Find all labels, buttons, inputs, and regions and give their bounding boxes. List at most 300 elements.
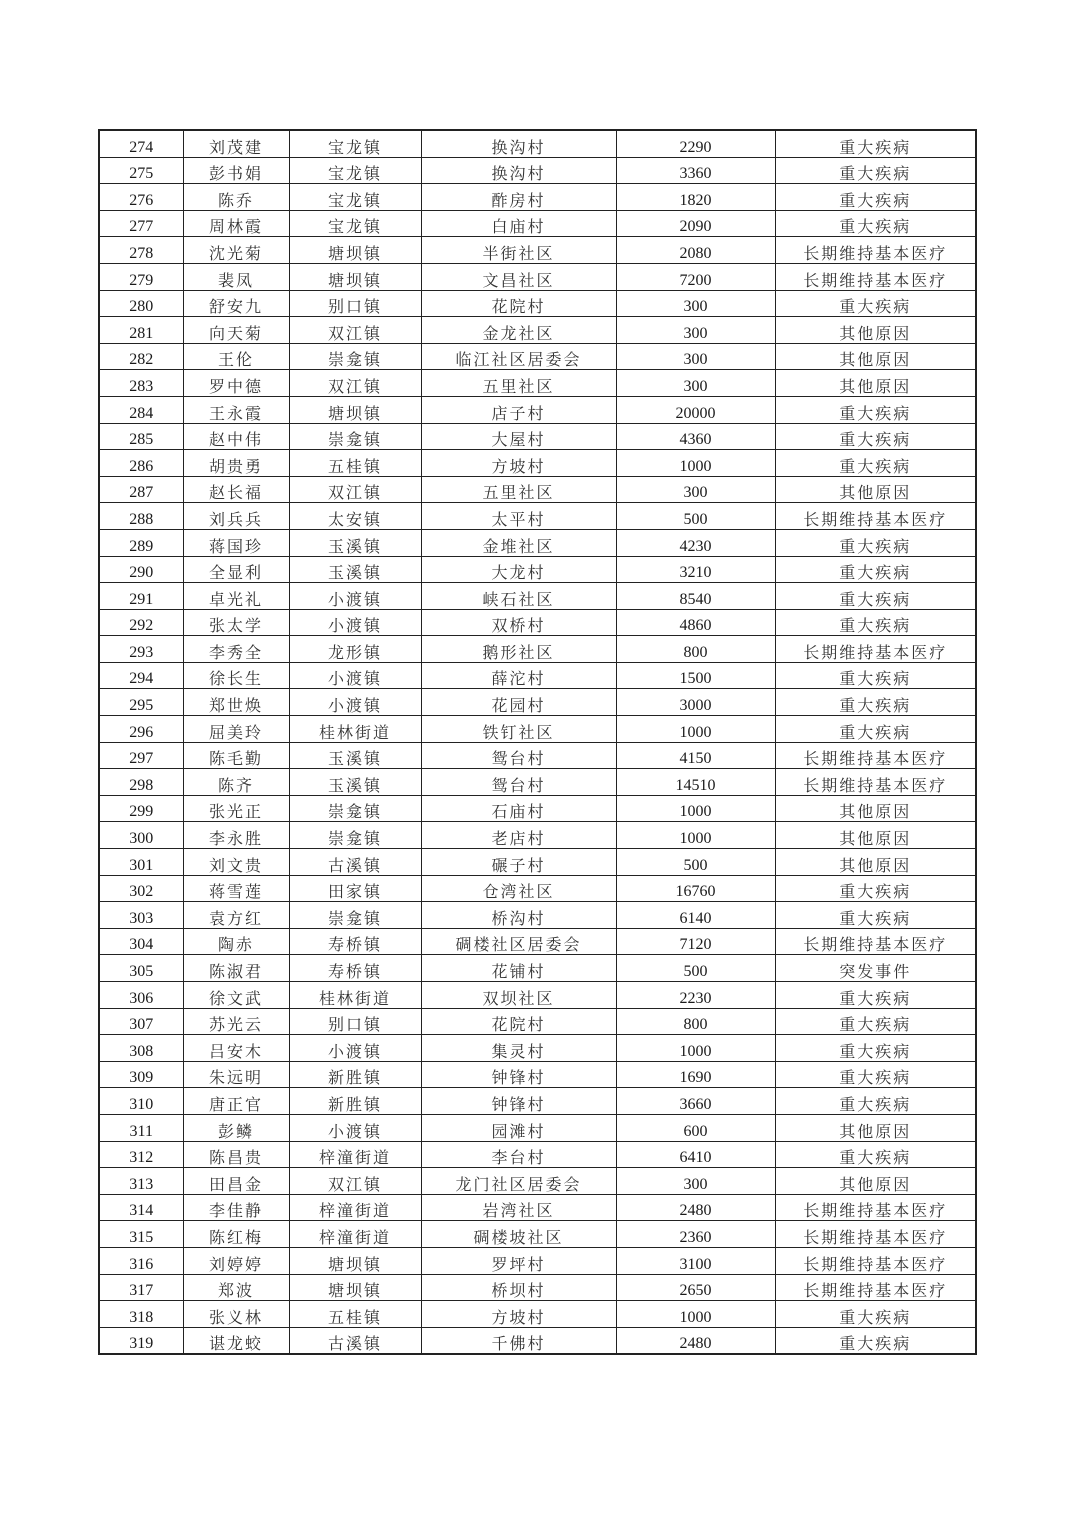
town-cell: 宝龙镇 — [289, 184, 421, 211]
amount-cell: 300 — [616, 290, 775, 317]
row-number-cell: 309 — [99, 1061, 183, 1088]
table-row — [99, 1114, 976, 1141]
row-number-cell: 287 — [99, 476, 183, 503]
reason-cell: 其他原因 — [775, 343, 976, 370]
village-cell: 石庙村 — [421, 795, 616, 822]
name-cell: 陈淑君 — [183, 955, 289, 982]
name-cell: 苏光云 — [183, 1008, 289, 1035]
name-cell: 王永霞 — [183, 396, 289, 423]
table-row — [99, 184, 976, 211]
village-cell: 龙门社区居委会 — [421, 1168, 616, 1195]
town-cell: 宝龙镇 — [289, 157, 421, 184]
town-cell: 田家镇 — [289, 875, 421, 902]
town-cell: 双江镇 — [289, 370, 421, 397]
reason-cell: 长期维持基本医疗 — [775, 1221, 976, 1248]
row-number-cell: 301 — [99, 849, 183, 876]
row-number-cell: 275 — [99, 157, 183, 184]
reason-cell: 长期维持基本医疗 — [775, 769, 976, 796]
name-cell: 李永胜 — [183, 822, 289, 849]
town-cell: 玉溪镇 — [289, 742, 421, 769]
town-cell: 塘坝镇 — [289, 237, 421, 264]
table-row — [99, 609, 976, 636]
row-number-cell: 279 — [99, 263, 183, 290]
reason-cell: 突发事件 — [775, 955, 976, 982]
amount-cell: 2090 — [616, 210, 775, 237]
name-cell: 张太学 — [183, 609, 289, 636]
table-row — [99, 716, 976, 743]
village-cell: 方坡村 — [421, 1301, 616, 1328]
amount-cell: 2360 — [616, 1221, 775, 1248]
table-row — [99, 902, 976, 929]
table-row — [99, 689, 976, 716]
table-row — [99, 476, 976, 503]
town-cell: 新胜镇 — [289, 1061, 421, 1088]
amount-cell: 600 — [616, 1114, 775, 1141]
reason-cell: 长期维持基本医疗 — [775, 1274, 976, 1301]
table-row — [99, 1221, 976, 1248]
reason-cell: 重大疾病 — [775, 1301, 976, 1328]
amount-cell: 1690 — [616, 1061, 775, 1088]
village-cell: 岩湾社区 — [421, 1194, 616, 1221]
row-number-cell: 308 — [99, 1035, 183, 1062]
reason-cell: 长期维持基本医疗 — [775, 928, 976, 955]
amount-cell: 6140 — [616, 902, 775, 929]
amount-cell: 6410 — [616, 1141, 775, 1168]
table-row — [99, 503, 976, 530]
amount-cell: 2230 — [616, 982, 775, 1009]
town-cell: 玉溪镇 — [289, 529, 421, 556]
row-number-cell: 298 — [99, 769, 183, 796]
name-cell: 裴凤 — [183, 263, 289, 290]
amount-cell: 14510 — [616, 769, 775, 796]
reason-cell: 重大疾病 — [775, 130, 976, 157]
name-cell: 蒋国珍 — [183, 529, 289, 556]
town-cell: 塘坝镇 — [289, 1247, 421, 1274]
row-number-cell: 285 — [99, 423, 183, 450]
amount-cell: 300 — [616, 476, 775, 503]
village-cell: 临江社区居委会 — [421, 343, 616, 370]
table-row — [99, 1088, 976, 1115]
name-cell: 张光正 — [183, 795, 289, 822]
row-number-cell: 304 — [99, 928, 183, 955]
name-cell: 屈美玲 — [183, 716, 289, 743]
name-cell: 赵长福 — [183, 476, 289, 503]
amount-cell: 8540 — [616, 583, 775, 610]
name-cell: 徐长生 — [183, 662, 289, 689]
village-cell: 太平村 — [421, 503, 616, 530]
amount-cell: 1000 — [616, 822, 775, 849]
village-cell: 双桥村 — [421, 609, 616, 636]
name-cell: 张义林 — [183, 1301, 289, 1328]
reason-cell: 其他原因 — [775, 476, 976, 503]
table-row — [99, 875, 976, 902]
table-row — [99, 1247, 976, 1274]
name-cell: 向天菊 — [183, 317, 289, 344]
village-cell: 店子村 — [421, 396, 616, 423]
amount-cell: 1000 — [616, 795, 775, 822]
reason-cell: 重大疾病 — [775, 689, 976, 716]
town-cell: 小渡镇 — [289, 689, 421, 716]
reason-cell: 重大疾病 — [775, 184, 976, 211]
village-cell: 金堆社区 — [421, 529, 616, 556]
village-cell: 半街社区 — [421, 237, 616, 264]
town-cell: 崇龛镇 — [289, 423, 421, 450]
town-cell: 崇龛镇 — [289, 795, 421, 822]
name-cell: 陈齐 — [183, 769, 289, 796]
town-cell: 玉溪镇 — [289, 556, 421, 583]
reason-cell: 重大疾病 — [775, 662, 976, 689]
row-number-cell: 300 — [99, 822, 183, 849]
amount-cell: 2480 — [616, 1194, 775, 1221]
reason-cell: 其他原因 — [775, 317, 976, 344]
table-row — [99, 1141, 976, 1168]
row-number-cell: 303 — [99, 902, 183, 929]
name-cell: 刘茂建 — [183, 130, 289, 157]
village-cell: 碉楼社区居委会 — [421, 928, 616, 955]
town-cell: 小渡镇 — [289, 662, 421, 689]
reason-cell: 长期维持基本医疗 — [775, 237, 976, 264]
reason-cell: 重大疾病 — [775, 290, 976, 317]
reason-cell: 重大疾病 — [775, 609, 976, 636]
village-cell: 罗坪村 — [421, 1247, 616, 1274]
name-cell: 罗中德 — [183, 370, 289, 397]
name-cell: 蒋雪莲 — [183, 875, 289, 902]
name-cell: 郑波 — [183, 1274, 289, 1301]
village-cell: 钟锋村 — [421, 1061, 616, 1088]
name-cell: 卓光礼 — [183, 583, 289, 610]
name-cell: 陈乔 — [183, 184, 289, 211]
row-number-cell: 295 — [99, 689, 183, 716]
name-cell: 刘婷婷 — [183, 1247, 289, 1274]
reason-cell: 长期维持基本医疗 — [775, 636, 976, 663]
town-cell: 古溪镇 — [289, 1327, 421, 1354]
town-cell: 别口镇 — [289, 290, 421, 317]
table-row — [99, 955, 976, 982]
row-number-cell: 292 — [99, 609, 183, 636]
town-cell: 别口镇 — [289, 1008, 421, 1035]
village-cell: 鸳台村 — [421, 742, 616, 769]
row-number-cell: 284 — [99, 396, 183, 423]
reason-cell: 重大疾病 — [775, 902, 976, 929]
reason-cell: 重大疾病 — [775, 1088, 976, 1115]
row-number-cell: 305 — [99, 955, 183, 982]
reason-cell: 其他原因 — [775, 849, 976, 876]
town-cell: 双江镇 — [289, 317, 421, 344]
reason-cell: 其他原因 — [775, 1114, 976, 1141]
table-row — [99, 157, 976, 184]
row-number-cell: 299 — [99, 795, 183, 822]
reason-cell: 其他原因 — [775, 370, 976, 397]
row-number-cell: 288 — [99, 503, 183, 530]
table-row — [99, 822, 976, 849]
name-cell: 陈昌贵 — [183, 1141, 289, 1168]
row-number-cell: 281 — [99, 317, 183, 344]
row-number-cell: 319 — [99, 1327, 183, 1354]
town-cell: 小渡镇 — [289, 583, 421, 610]
table-row — [99, 1035, 976, 1062]
reason-cell: 重大疾病 — [775, 210, 976, 237]
table-row — [99, 662, 976, 689]
amount-cell: 1000 — [616, 716, 775, 743]
reason-cell: 重大疾病 — [775, 1061, 976, 1088]
town-cell: 古溪镇 — [289, 849, 421, 876]
village-cell: 方坡村 — [421, 450, 616, 477]
name-cell: 赵中伟 — [183, 423, 289, 450]
amount-cell: 2080 — [616, 237, 775, 264]
town-cell: 小渡镇 — [289, 1114, 421, 1141]
village-cell: 花院村 — [421, 290, 616, 317]
amount-cell: 300 — [616, 343, 775, 370]
town-cell: 桂林街道 — [289, 716, 421, 743]
reason-cell: 其他原因 — [775, 822, 976, 849]
reason-cell: 重大疾病 — [775, 450, 976, 477]
name-cell: 刘兵兵 — [183, 503, 289, 530]
reason-cell: 重大疾病 — [775, 982, 976, 1009]
village-cell: 换沟村 — [421, 157, 616, 184]
reason-cell: 重大疾病 — [775, 875, 976, 902]
row-number-cell: 310 — [99, 1088, 183, 1115]
row-number-cell: 311 — [99, 1114, 183, 1141]
table-row — [99, 237, 976, 264]
village-cell: 薛沱村 — [421, 662, 616, 689]
town-cell: 太安镇 — [289, 503, 421, 530]
amount-cell: 500 — [616, 849, 775, 876]
village-cell: 老店村 — [421, 822, 616, 849]
amount-cell: 1000 — [616, 1035, 775, 1062]
town-cell: 双江镇 — [289, 476, 421, 503]
name-cell: 田昌金 — [183, 1168, 289, 1195]
table-row — [99, 742, 976, 769]
row-number-cell: 313 — [99, 1168, 183, 1195]
town-cell: 塘坝镇 — [289, 263, 421, 290]
town-cell: 塘坝镇 — [289, 1274, 421, 1301]
village-cell: 李台村 — [421, 1141, 616, 1168]
amount-cell: 7120 — [616, 928, 775, 955]
table-row — [99, 795, 976, 822]
reason-cell: 长期维持基本医疗 — [775, 1247, 976, 1274]
village-cell: 花院村 — [421, 1008, 616, 1035]
row-number-cell: 286 — [99, 450, 183, 477]
row-number-cell: 296 — [99, 716, 183, 743]
table-body — [99, 130, 976, 1354]
town-cell: 寿桥镇 — [289, 955, 421, 982]
row-number-cell: 274 — [99, 130, 183, 157]
row-number-cell: 289 — [99, 529, 183, 556]
row-number-cell: 293 — [99, 636, 183, 663]
reason-cell: 重大疾病 — [775, 423, 976, 450]
row-number-cell: 294 — [99, 662, 183, 689]
table-row — [99, 769, 976, 796]
town-cell: 梓潼街道 — [289, 1194, 421, 1221]
table-row — [99, 928, 976, 955]
village-cell: 白庙村 — [421, 210, 616, 237]
amount-cell: 20000 — [616, 396, 775, 423]
village-cell: 大屋村 — [421, 423, 616, 450]
name-cell: 吕安木 — [183, 1035, 289, 1062]
table-row — [99, 423, 976, 450]
amount-cell: 1820 — [616, 184, 775, 211]
table-row — [99, 1301, 976, 1328]
town-cell: 双江镇 — [289, 1168, 421, 1195]
town-cell: 宝龙镇 — [289, 210, 421, 237]
reason-cell: 重大疾病 — [775, 1327, 976, 1354]
village-cell: 鸳台村 — [421, 769, 616, 796]
row-number-cell: 302 — [99, 875, 183, 902]
row-number-cell: 283 — [99, 370, 183, 397]
table-row — [99, 1327, 976, 1354]
village-cell: 五里社区 — [421, 476, 616, 503]
table-row — [99, 1274, 976, 1301]
name-cell: 周林霞 — [183, 210, 289, 237]
table-row — [99, 636, 976, 663]
table-row — [99, 317, 976, 344]
reason-cell: 长期维持基本医疗 — [775, 742, 976, 769]
village-cell: 换沟村 — [421, 130, 616, 157]
town-cell: 崇龛镇 — [289, 343, 421, 370]
row-number-cell: 278 — [99, 237, 183, 264]
village-cell: 钟锋村 — [421, 1088, 616, 1115]
name-cell: 袁方红 — [183, 902, 289, 929]
row-number-cell: 318 — [99, 1301, 183, 1328]
town-cell: 塘坝镇 — [289, 396, 421, 423]
amount-cell: 4150 — [616, 742, 775, 769]
amount-cell: 3360 — [616, 157, 775, 184]
name-cell: 陈红梅 — [183, 1221, 289, 1248]
name-cell: 彭鳞 — [183, 1114, 289, 1141]
amount-cell: 3210 — [616, 556, 775, 583]
amount-cell: 800 — [616, 636, 775, 663]
row-number-cell: 276 — [99, 184, 183, 211]
name-cell: 胡贵勇 — [183, 450, 289, 477]
row-number-cell: 306 — [99, 982, 183, 1009]
town-cell: 五桂镇 — [289, 1301, 421, 1328]
town-cell: 梓潼街道 — [289, 1141, 421, 1168]
amount-cell: 4860 — [616, 609, 775, 636]
row-number-cell: 307 — [99, 1008, 183, 1035]
table-row — [99, 396, 976, 423]
reason-cell: 重大疾病 — [775, 1035, 976, 1062]
amount-cell: 1000 — [616, 450, 775, 477]
village-cell: 双坝社区 — [421, 982, 616, 1009]
amount-cell: 2480 — [616, 1327, 775, 1354]
table-row — [99, 583, 976, 610]
amount-cell: 4230 — [616, 529, 775, 556]
name-cell: 唐正官 — [183, 1088, 289, 1115]
town-cell: 龙形镇 — [289, 636, 421, 663]
town-cell: 崇龛镇 — [289, 822, 421, 849]
table-row — [99, 1194, 976, 1221]
row-number-cell: 282 — [99, 343, 183, 370]
amount-cell: 16760 — [616, 875, 775, 902]
amount-cell: 800 — [616, 1008, 775, 1035]
table-row — [99, 370, 976, 397]
table-row — [99, 343, 976, 370]
table-row — [99, 290, 976, 317]
town-cell: 小渡镇 — [289, 609, 421, 636]
table-row — [99, 1168, 976, 1195]
amount-cell: 1500 — [616, 662, 775, 689]
name-cell: 彭书娟 — [183, 157, 289, 184]
row-number-cell: 317 — [99, 1274, 183, 1301]
amount-cell: 7200 — [616, 263, 775, 290]
name-cell: 全显利 — [183, 556, 289, 583]
amount-cell: 300 — [616, 317, 775, 344]
reason-cell: 长期维持基本医疗 — [775, 1194, 976, 1221]
row-number-cell: 277 — [99, 210, 183, 237]
table-row — [99, 130, 976, 157]
reason-cell: 长期维持基本医疗 — [775, 263, 976, 290]
village-cell: 桥坝村 — [421, 1274, 616, 1301]
name-cell: 王伦 — [183, 343, 289, 370]
row-number-cell: 315 — [99, 1221, 183, 1248]
table-row — [99, 1008, 976, 1035]
amount-cell: 300 — [616, 370, 775, 397]
amount-cell: 3000 — [616, 689, 775, 716]
row-number-cell: 316 — [99, 1247, 183, 1274]
town-cell: 玉溪镇 — [289, 769, 421, 796]
village-cell: 大龙村 — [421, 556, 616, 583]
amount-cell: 300 — [616, 1168, 775, 1195]
name-cell: 朱远明 — [183, 1061, 289, 1088]
name-cell: 郑世焕 — [183, 689, 289, 716]
village-cell: 园滩村 — [421, 1114, 616, 1141]
table-row — [99, 982, 976, 1009]
row-number-cell: 314 — [99, 1194, 183, 1221]
town-cell: 寿桥镇 — [289, 928, 421, 955]
village-cell: 碉楼坡社区 — [421, 1221, 616, 1248]
table-row — [99, 529, 976, 556]
village-cell: 集灵村 — [421, 1035, 616, 1062]
reason-cell: 重大疾病 — [775, 157, 976, 184]
reason-cell: 其他原因 — [775, 1168, 976, 1195]
name-cell: 谌龙蛟 — [183, 1327, 289, 1354]
village-cell: 花铺村 — [421, 955, 616, 982]
town-cell: 桂林街道 — [289, 982, 421, 1009]
row-number-cell: 297 — [99, 742, 183, 769]
name-cell: 沈光菊 — [183, 237, 289, 264]
village-cell: 峡石社区 — [421, 583, 616, 610]
relief-recipients-table — [98, 129, 977, 1355]
reason-cell: 其他原因 — [775, 795, 976, 822]
name-cell: 陈毛勤 — [183, 742, 289, 769]
town-cell: 小渡镇 — [289, 1035, 421, 1062]
town-cell: 宝龙镇 — [289, 130, 421, 157]
name-cell: 舒安九 — [183, 290, 289, 317]
reason-cell: 重大疾病 — [775, 583, 976, 610]
table-row — [99, 450, 976, 477]
table-row — [99, 210, 976, 237]
village-cell: 五里社区 — [421, 370, 616, 397]
village-cell: 酢房村 — [421, 184, 616, 211]
village-cell: 花园村 — [421, 689, 616, 716]
row-number-cell: 290 — [99, 556, 183, 583]
row-number-cell: 280 — [99, 290, 183, 317]
name-cell: 徐文武 — [183, 982, 289, 1009]
village-cell: 碾子村 — [421, 849, 616, 876]
village-cell: 鹅形社区 — [421, 636, 616, 663]
reason-cell: 重大疾病 — [775, 556, 976, 583]
row-number-cell: 312 — [99, 1141, 183, 1168]
town-cell: 崇龛镇 — [289, 902, 421, 929]
village-cell: 仓湾社区 — [421, 875, 616, 902]
row-number-cell: 291 — [99, 583, 183, 610]
town-cell: 五桂镇 — [289, 450, 421, 477]
village-cell: 铁钉社区 — [421, 716, 616, 743]
table-row — [99, 263, 976, 290]
amount-cell: 1000 — [616, 1301, 775, 1328]
amount-cell: 2290 — [616, 130, 775, 157]
table-row — [99, 556, 976, 583]
